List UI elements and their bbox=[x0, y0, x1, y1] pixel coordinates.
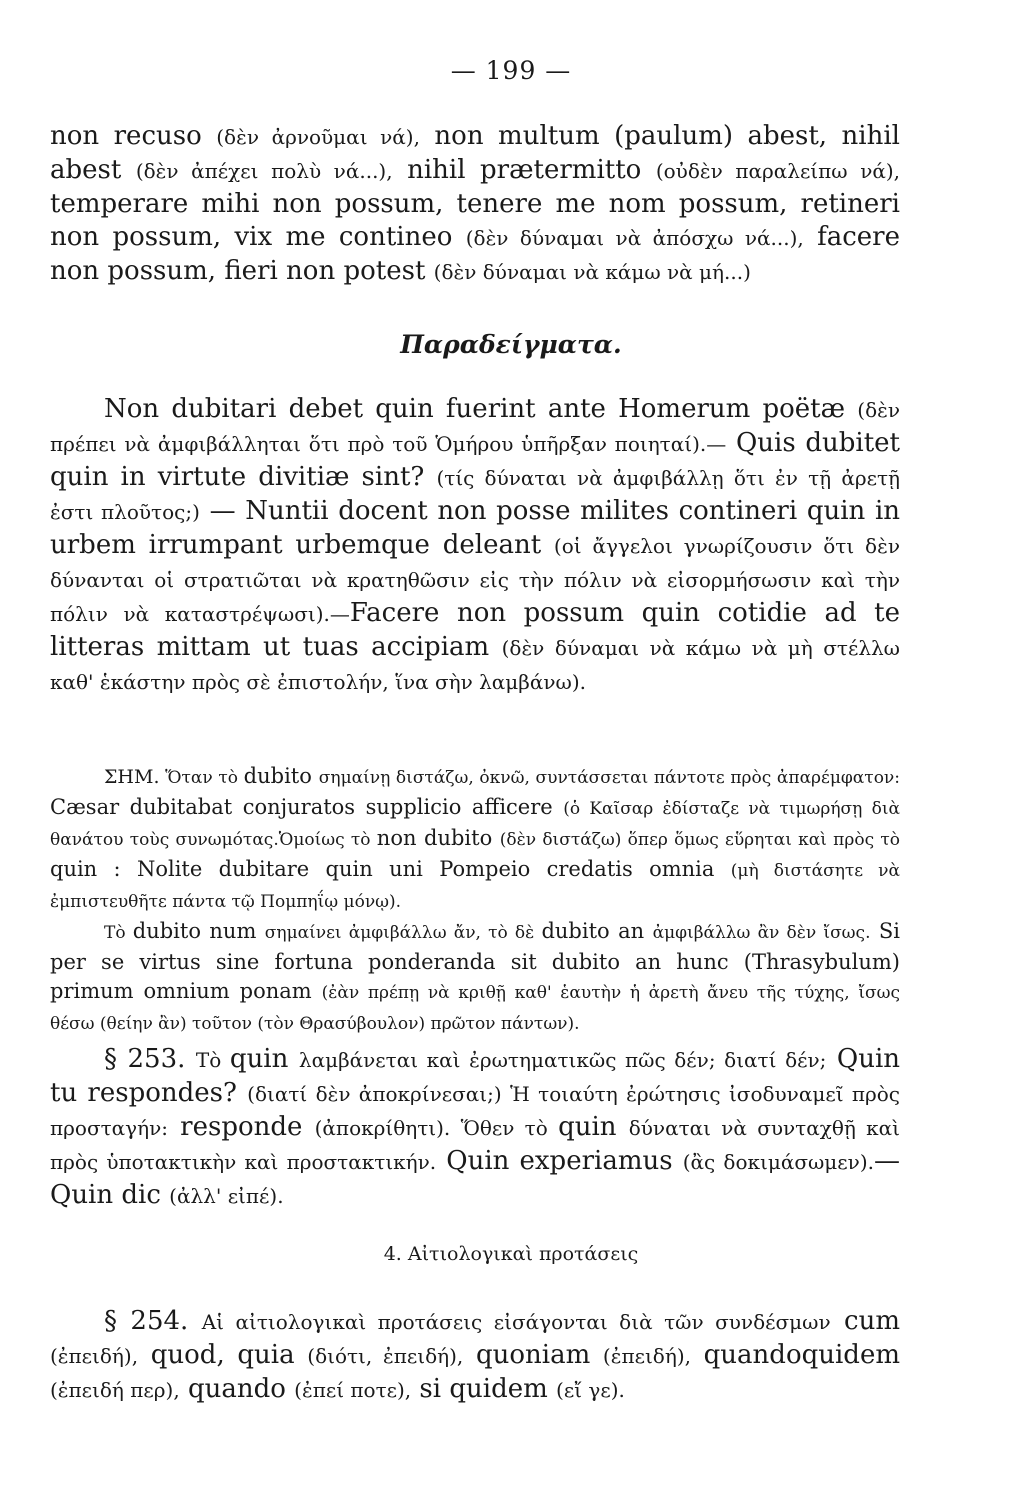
greek-run: (διότι, ἐπειδή), bbox=[307, 1344, 464, 1368]
examples-text bbox=[50, 393, 900, 699]
latin-run: Quin experiamus bbox=[436, 1146, 683, 1176]
greek-run: (μὴ διστάσητε νὰ ἐμπιστευθῆτε πάντα τῷ Πομπηΐῳ μόνῳ). bbox=[50, 861, 900, 912]
examples-heading: Παραδείγματα. bbox=[400, 330, 622, 359]
greek-run: (οὐδὲν παραλείπω νά), bbox=[655, 159, 901, 183]
greek-run: (τίς δύναται νὰ ἀμφιβάλλῃ ὅτι ἐν τῇ ἀρετῇ ἐστι πλοῦτος;) bbox=[50, 466, 900, 524]
greek-run: (οἱ ἄγγελοι γνωρίζουσιν ὅτι δὲν δύνανται οἱ στρατιῶται νὰ κρατηθῶσιν εἰς τὴν πόλιν νὰ εἰσορμήσωσιν καὶ τὴν πόλιν νὰ καταστρέψωσι).— bbox=[50, 534, 900, 626]
greek-run: (δὲν ἀπέχει πολὺ νά...), bbox=[135, 159, 393, 183]
greek-run: (ἐπειδή), bbox=[50, 1344, 139, 1368]
latin-run: dubito an bbox=[541, 919, 653, 943]
latin-run: quando bbox=[179, 1374, 295, 1404]
latin-run: Facere non possum quin cotidie ad te litteras mittam ut tuas accipiam bbox=[50, 598, 900, 662]
section-253-text bbox=[50, 1043, 900, 1213]
greek-run: (εἴ γε). bbox=[556, 1378, 625, 1402]
greek-run: (δὲν διστάζω) ὅπερ ὅμως εὕρηται καὶ πρὸς τὸ bbox=[499, 830, 900, 850]
greek-run: (δὲν πρέπει νὰ ἀμφιβάλληται ὅτι πρὸ τοῦ Ὁμήρου ὑπῆρξαν ποιηταί).— bbox=[50, 398, 900, 456]
section-subheading: 4. Αἰτιολογικαὶ προτάσεις bbox=[383, 1243, 639, 1265]
greek-run: ἀμφιβάλλω ἂν δὲν ἴσως. bbox=[652, 923, 871, 943]
greek-run: Αἱ αἰτιολογικαὶ προτάσεις εἰσάγονται διὰ τῶν συνδέσμων bbox=[201, 1310, 831, 1334]
intro-text bbox=[50, 120, 900, 289]
greek-run: σημαίνει ἀμφιβάλλω ἄν, τὸ δὲ bbox=[264, 923, 542, 943]
latin-run: Quis dubitet quin in virtute divitiæ sint? bbox=[50, 428, 900, 492]
greek-run: (δὲν δύναμαι νὰ κάμω νὰ μὴ στέλλω καθ' ἑκάστην πρὸς σὲ ἐπιστολήν, ἵνα σὴν λαμβάνω). bbox=[50, 636, 900, 694]
latin-run: quod, quia bbox=[138, 1340, 308, 1370]
latin-run: cum bbox=[830, 1306, 900, 1336]
greek-run: Τὸ bbox=[104, 923, 133, 943]
greek-run: (διατί δὲν ἀποκρίνεσαι;) Ἡ τοιαύτη ἐρώτησις ἰσοδυναμεῖ πρὸς προσταγήν: bbox=[50, 1082, 900, 1140]
latin-run: Non dubitari debet quin fuerint ante Homerum poëtæ bbox=[104, 394, 858, 424]
latin-run: dubito bbox=[243, 764, 319, 788]
latin-run: dubito num bbox=[132, 919, 265, 943]
latin-run: Cæsar dubitabat conjuratos supplicio afficere bbox=[50, 795, 564, 819]
latin-run: temperare mihi non possum, tenere me nom possum, retineri non possum, vix me contineo bbox=[50, 189, 900, 252]
greek-run: (ἀλλ' εἰπέ). bbox=[169, 1184, 284, 1208]
latin-run: responde bbox=[168, 1112, 315, 1142]
greek-run: Τὸ bbox=[195, 1048, 230, 1072]
latin-run: — Nuntii docent non posse milites contineri quin in urbem irrumpant urbemque deleant bbox=[50, 496, 901, 560]
latin-run: Quin tu respondes? bbox=[50, 1044, 901, 1108]
greek-run: (ἐὰν πρέπῃ νὰ κριθῇ καθ' ἑαυτὴν ἡ ἀρετὴ ἄνευ τῆς τύχης, ἴσως θέσω (θείην ἂν) τοῦτον (τὸν Θρασύβουλον) πρῶτον πάντων). bbox=[50, 983, 900, 1034]
note-text bbox=[50, 762, 900, 1039]
latin-run: non dubito bbox=[376, 826, 500, 850]
greek-run: (ἀποκρίθητι). Ὅθεν τὸ bbox=[314, 1116, 559, 1140]
greek-run: Ὅταν τὸ bbox=[159, 768, 244, 788]
note-label: ΣΗΜ. bbox=[104, 766, 160, 788]
greek-run: (δὲν ἀρνοῦμαι νά), bbox=[216, 125, 420, 149]
latin-run: quin bbox=[229, 1044, 299, 1074]
intro-paragraph bbox=[50, 120, 900, 289]
latin-run: non recuso bbox=[50, 121, 217, 151]
latin-run: —Quin dic bbox=[50, 1146, 900, 1210]
latin-run: Si per se virtus sine fortuna ponderanda sit dubito an hunc (Thrasybulum) primum omnium ponam bbox=[50, 919, 901, 1003]
section-253 bbox=[50, 1043, 900, 1213]
greek-run: (ἂς δοκιμάσωμεν). bbox=[682, 1150, 874, 1174]
latin-run: quoniam bbox=[463, 1340, 603, 1370]
page-number: — 199 — bbox=[450, 56, 572, 85]
latin-run: si quidem bbox=[411, 1374, 557, 1404]
greek-run: (δὲν δύναμαι νὰ ἀπόσχω νά...), bbox=[465, 226, 804, 250]
greek-run: (ἐπεί ποτε), bbox=[294, 1378, 412, 1402]
section-254 bbox=[50, 1305, 900, 1407]
greek-run: δύναται νὰ συνταχθῇ καὶ πρὸς ὑποτακτικὴν καὶ προστακτικήν. bbox=[50, 1116, 901, 1174]
latin-run: quandoquidem bbox=[690, 1340, 900, 1370]
section-254-text bbox=[50, 1305, 900, 1407]
latin-run: quin bbox=[558, 1112, 629, 1142]
latin-run: quin : Nolite dubitare quin uni Pompeio credatis omnia bbox=[50, 857, 731, 881]
latin-run: nihil prætermitto bbox=[392, 155, 656, 185]
latin-run: § 254. bbox=[104, 1306, 202, 1336]
greek-run: σημαίνῃ διστάζω, ὀκνῶ, συντάσσεται πάντοτε πρὸς ἀπαρέμφατον: bbox=[318, 768, 900, 788]
latin-run: facere non possum, fieri non potest bbox=[50, 222, 900, 286]
greek-run: (δὲν δύναμαι νὰ κάμω νὰ μή...) bbox=[433, 260, 751, 284]
greek-run: (ἐπειδή), bbox=[602, 1344, 691, 1368]
latin-run: non multum (paulum) abest, nihil abest bbox=[50, 121, 900, 185]
examples-paragraph bbox=[50, 393, 900, 699]
note-paragraph bbox=[50, 762, 900, 1039]
greek-run: λαμβάνεται καὶ ἐρωτηματικῶς πῶς δέν; διατί δέν; bbox=[298, 1048, 827, 1072]
greek-run: (ἐπειδή περ), bbox=[50, 1378, 180, 1402]
greek-run: (ὁ Καῖσαρ ἐδίσταζε νὰ τιμωρήσῃ διὰ θανάτου τοὺς συνωμότας.Ὁμοίως τὸ bbox=[50, 799, 900, 850]
latin-run: § 253. bbox=[104, 1044, 196, 1074]
